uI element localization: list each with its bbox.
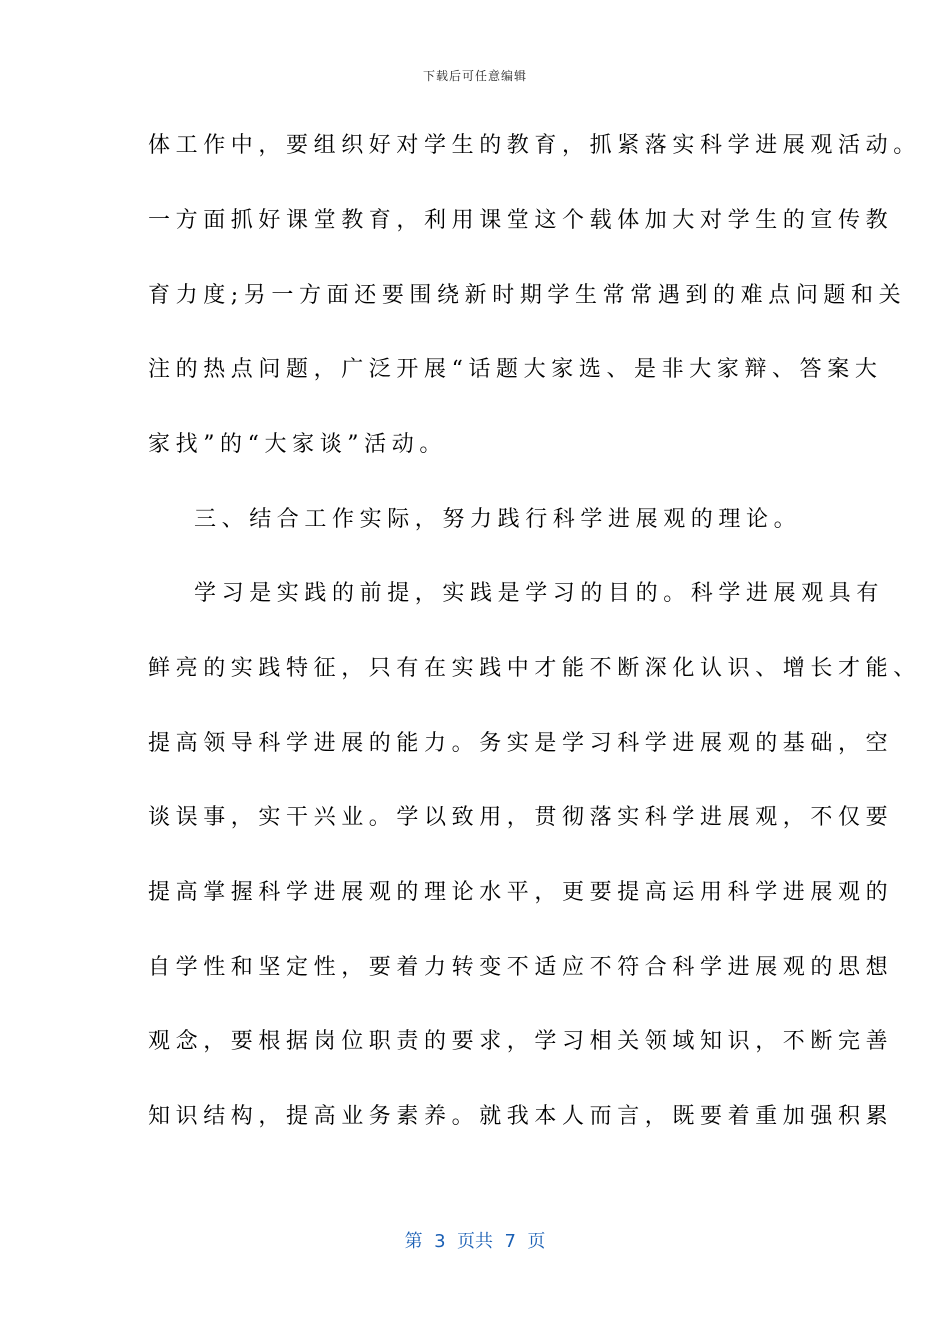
page-number-footer: 第 3 页共 7 页 <box>404 1231 546 1252</box>
header-note: 下载后可任意编辑 <box>422 69 527 83</box>
body-line-13: 观念，要根据岗位职责的要求，学习相关领域知识，不断完善 <box>148 1029 894 1054</box>
body-line-9: 提高领导科学进展的能力。务实是学习科学进展观的基础，空 <box>148 731 894 756</box>
body-line-12: 自学性和坚定性，要着力转变不适应不符合科学进展观的思想 <box>148 955 894 980</box>
body-line-2: 一方面抓好课堂教育，利用课堂这个载体加大对学生的宣传教 <box>148 208 894 233</box>
body-line-1: 体工作中，要组织好对学生的教育，抓紧落实科学进展观活动。 <box>148 133 921 158</box>
body-line-8: 鲜亮的实践特征，只有在实践中才能不断深化认识、增长才能、 <box>148 656 921 681</box>
body-line-10: 谈误事，实干兴业。学以致用，贯彻落实科学进展观，不仅要 <box>148 805 894 830</box>
section-heading: 三、结合工作实际，努力践行科学进展观的理论。 <box>194 507 802 532</box>
body-line-11: 提高掌握科学进展观的理论水平，更要提高运用科学进展观的 <box>148 880 894 905</box>
body-line-3: 育力度;另一方面还要围绕新时期学生常常遇到的难点问题和关 <box>148 283 907 308</box>
body-line-7: 学习是实践的前提，实践是学习的目的。科学进展观具有 <box>194 581 885 606</box>
body-line-14: 知识结构，提高业务素养。就我本人而言，既要着重加强积累 <box>148 1104 894 1129</box>
body-line-4: 注的热点问题，广泛开展“话题大家选、是非大家辩、答案大 <box>148 357 883 382</box>
body-line-5: 家找”的“大家谈”活动。 <box>148 432 447 457</box>
